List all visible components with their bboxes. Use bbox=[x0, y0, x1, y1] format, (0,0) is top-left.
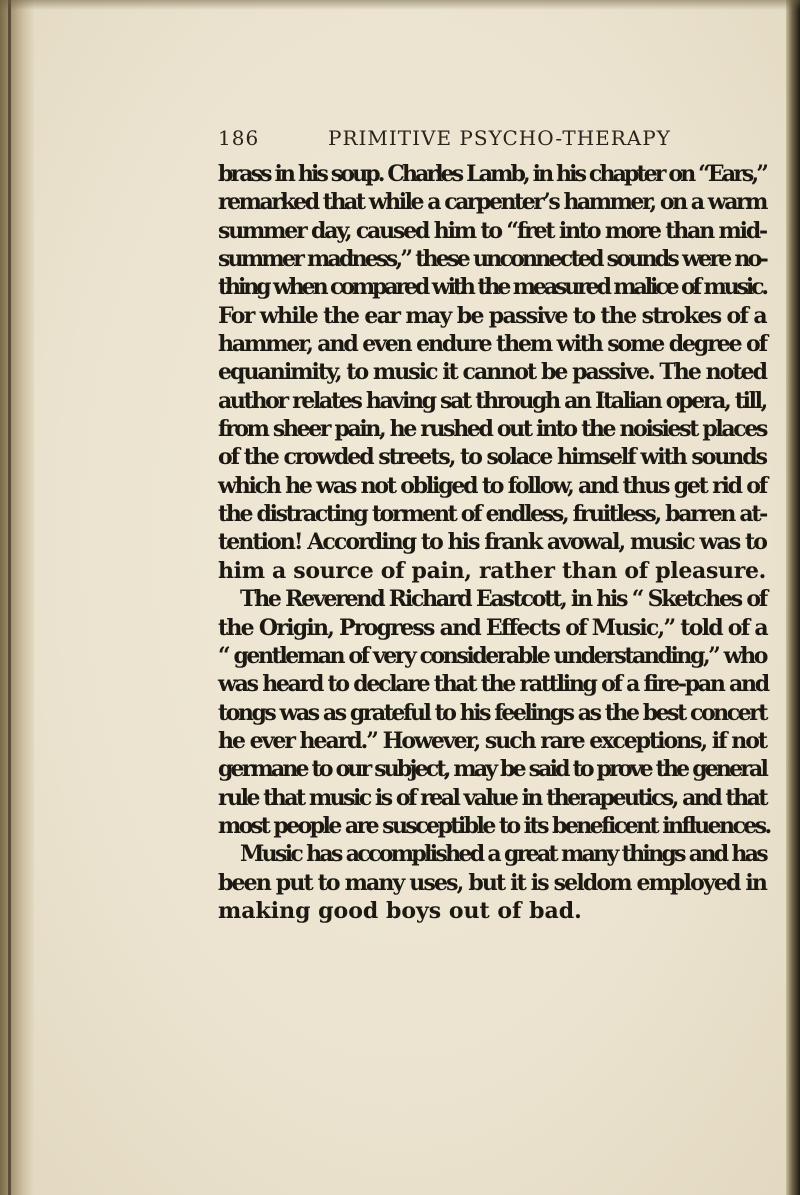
text-line: from sheer pain, he rushed out into the noisiest places bbox=[218, 416, 767, 443]
text-line: Music has accomplished a great many things and has bbox=[240, 841, 767, 868]
text-line: remarked that while a carpenter’s hammer, on a warm bbox=[218, 189, 766, 216]
text-line: summer day, caused him to “fret into more than mid- bbox=[218, 217, 766, 244]
text-line: rule that music is of real value in therapeutics, and that bbox=[218, 784, 766, 811]
binding-edge bbox=[8, 0, 11, 1195]
text-line: thing when compared with the measured malice of music. bbox=[218, 274, 766, 301]
page-right-edge bbox=[786, 0, 800, 1195]
text-line: him a source of pain, rather than of pleasure. bbox=[218, 557, 766, 584]
text-line: germane to our subject, may be said to prove the general bbox=[218, 756, 766, 783]
binding-gutter bbox=[0, 0, 34, 1195]
text-line: making good boys out of bad. bbox=[218, 897, 582, 924]
text-line: was heard to declare that the rattling of a fire-pan and bbox=[218, 671, 768, 698]
page-number: 186 bbox=[218, 126, 260, 150]
text-line: equanimity, to music it cannot be passive. The noted bbox=[218, 359, 766, 386]
text-line: the Origin, Progress and Effects of Music,” told of a bbox=[218, 614, 767, 641]
running-title: PRIMITIVE PSYCHO-THERAPY bbox=[328, 126, 671, 150]
text-line: tention! According to his frank avowal, music was to bbox=[218, 529, 766, 556]
page-top-shadow bbox=[0, 0, 800, 10]
text-line: the distracting torment of endless, fruitless, barren at- bbox=[218, 501, 766, 528]
text-line: of the crowded streets, to solace himself with sounds bbox=[218, 444, 767, 471]
text-line: he ever heard.” However, such rare exceptions, if not bbox=[218, 727, 766, 754]
running-head bbox=[218, 126, 778, 154]
text-line: hammer, and even endure them with some degree of bbox=[218, 331, 766, 358]
text-line: summer madness,” these unconnected sounds were no- bbox=[218, 246, 766, 273]
text-line: most people are susceptible to its beneficent influences. bbox=[218, 812, 770, 839]
body-text bbox=[218, 160, 770, 925]
text-line: author relates having sat through an Italian opera, till, bbox=[218, 387, 767, 414]
text-line: been put to many uses, but it is seldom employed in bbox=[218, 869, 766, 896]
text-line: For while the ear may be passive to the strokes of a bbox=[218, 302, 766, 329]
text-line: brass in his soup. Charles Lamb, in his chapter on “Ears,” bbox=[218, 161, 767, 187]
text-line: The Reverend Richard Eastcott, in his “ Sketches of bbox=[240, 586, 767, 613]
text-line: tongs was as grateful to his feelings as the best concert bbox=[218, 699, 767, 726]
text-line: which he was not obliged to follow, and thus get rid of bbox=[218, 472, 766, 499]
text-line: “ gentleman of very considerable understanding,” who bbox=[218, 642, 766, 669]
